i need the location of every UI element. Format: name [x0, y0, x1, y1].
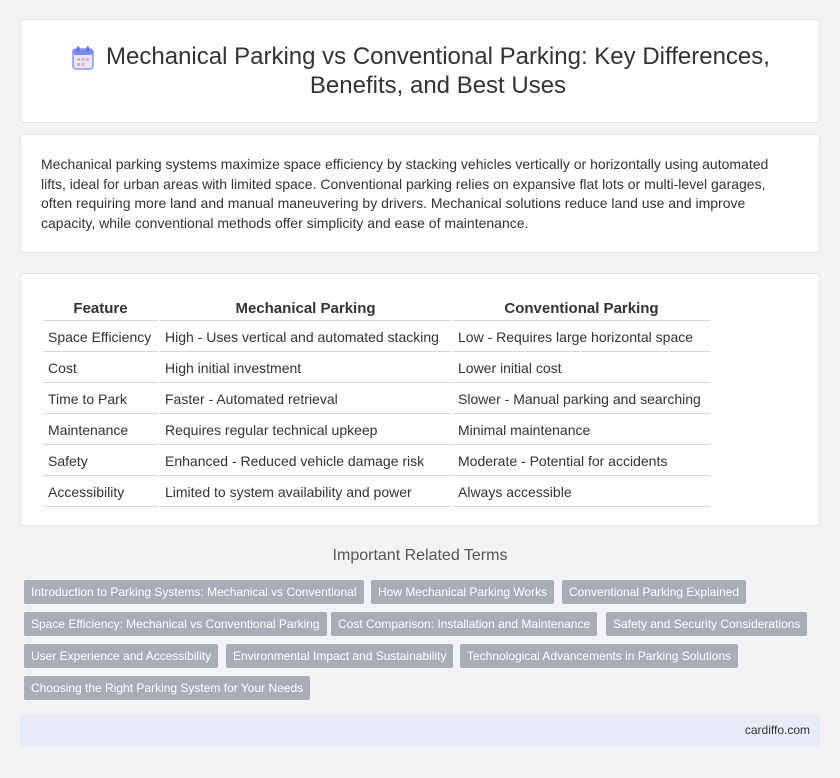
- related-tag[interactable]: User Experience and Accessibility: [24, 644, 218, 668]
- table-cell: Limited to system availability and power: [160, 478, 451, 507]
- table-cell: Cost: [43, 354, 158, 383]
- table-cell: Always accessible: [453, 478, 710, 507]
- table-cell: Requires regular technical upkeep: [160, 416, 451, 445]
- intro-card: [20, 134, 820, 253]
- comparison-table: [41, 295, 712, 509]
- table-cell: Faster - Automated retrieval: [160, 385, 451, 414]
- table-row: [43, 323, 710, 352]
- related-tag[interactable]: Introduction to Parking Systems: Mechanical vs Conventional: [24, 580, 364, 604]
- table-cell: Lower initial cost: [453, 354, 710, 383]
- related-tag[interactable]: Space Efficiency: Mechanical vs Conventional Parking: [24, 612, 327, 636]
- table-cell: Safety: [43, 447, 158, 476]
- related-terms-title: Important Related Terms: [332, 547, 508, 564]
- related-tag[interactable]: Safety and Security Considerations: [606, 612, 807, 636]
- footer-site-link[interactable]: cardiffo.com: [744, 723, 810, 737]
- related-tag[interactable]: Conventional Parking Explained: [562, 580, 746, 604]
- header-conventional: Conventional Parking: [453, 297, 710, 321]
- related-tag[interactable]: Cost Comparison: Installation and Maintenance: [331, 612, 597, 636]
- table-cell: High initial investment: [160, 354, 451, 383]
- table-cell: Low - Requires large horizontal space: [453, 323, 710, 352]
- table-cell: Accessibility: [43, 478, 158, 507]
- related-tag[interactable]: Technological Advancements in Parking Solutions: [460, 644, 738, 668]
- related-tag[interactable]: Choosing the Right Parking System for Your Needs: [24, 676, 310, 700]
- table-cell: Minimal maintenance: [453, 416, 710, 445]
- table-row: [43, 354, 710, 383]
- header-card: [20, 19, 820, 123]
- table-row: [43, 416, 710, 445]
- table-header-row: [43, 297, 710, 321]
- table-row: [43, 478, 710, 507]
- table-cell: High - Uses vertical and automated stacking: [160, 323, 451, 352]
- header-feature: Feature: [43, 297, 158, 321]
- table-cell: Slower - Manual parking and searching: [453, 385, 710, 414]
- comparison-table-card: [20, 273, 820, 526]
- table-row: [43, 385, 710, 414]
- related-tag[interactable]: How Mechanical Parking Works: [371, 580, 554, 604]
- table-cell: Space Efficiency: [43, 323, 158, 352]
- header-mechanical: Mechanical Parking: [160, 297, 451, 321]
- footer: [20, 714, 820, 747]
- table-cell: Enhanced - Reduced vehicle damage risk: [160, 447, 451, 476]
- table-cell: Time to Park: [43, 385, 158, 414]
- table-cell: Maintenance: [43, 416, 158, 445]
- page-title: Mechanical Parking vs Conventional Parking: Key Differences, Benefits, and Best Uses: [106, 43, 770, 99]
- table-cell: Moderate - Potential for accidents: [453, 447, 710, 476]
- table-row: [43, 447, 710, 476]
- related-tag[interactable]: Environmental Impact and Sustainability: [226, 644, 453, 668]
- intro-paragraph: Mechanical parking systems maximize space efficiency by stacking vehicles vertically or horizontally using automated lifts, ideal for urban areas with limited space. Conventional parking relies on expansive flat lots or multi-level garages, often requiring more land and manual maneuvering by drivers. Mechanical solutions reduce land use and improve capacity, while conventional methods offer simplicity and ease of maintenance.: [41, 156, 769, 231]
